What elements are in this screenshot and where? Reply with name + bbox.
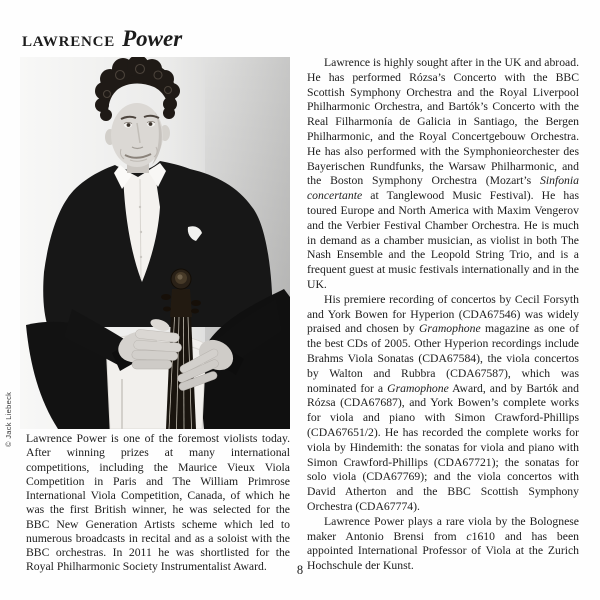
artist-first-name: LAWRENCE — [22, 34, 116, 50]
portrait-illustration — [20, 57, 290, 429]
portrait-photo — [20, 57, 290, 429]
bio-paragraph-3: Lawrence Power plays a rare viola by the Bolognese maker Antonio Brensi from c1610 and has been appointed International Professor of Viola at the Zurich Hochschule der Kunst. — [307, 514, 579, 573]
photo-credit: © Jack Liebeck — [4, 391, 13, 447]
bio-paragraph-2: His premiere recording of concertos by Cecil Forsyth and York Bowen for Hyperion (CDA67546) was widely praised and chosen by Gramophone magazine as one of the best CDs of 2005. Other Hyperion recordings include Brahms Viola Sonatas (CDA67584), the viola concertos by Walton and Rubbra (CDA67587), which was nominated for a Gramophone Award, and by Bartók and Rózsa (CDA67687), and York Bowen’s complete works for viola and piano with Simon Crawford-Phillips (CDA67651/2). He has recorded the complete works for viola by Hindemith: the sonatas for viola and piano with Simon Crawford-Phillips (CDA67721); the sonatas for solo viola (CDA67769); and the viola concertos with David Atherton and the BBC Scottish Symphony Orchestra (CDA67774). — [307, 292, 579, 513]
page-number: 8 — [296, 563, 304, 577]
photo-caption: Lawrence Power is one of the foremost violists today. After winning prizes at many international competitions, including the Maurice Vieux Viola Competition in Paris and The William Primrose International Viola Competition, Canada, of which he was the first British winner, he was selected for the BBC New Generation Artists scheme which led to numerous broadcasts in recital and as a soloist with the BBC orchestras. In 2011 he was shortlisted for the Royal Philharmonic Society Instrumentalist Award. — [26, 432, 290, 574]
page-title — [22, 26, 182, 52]
biography-column — [307, 56, 579, 574]
bio-paragraph-1: Lawrence is highly sought after in the UK and abroad. He has performed Rózsa’s Concerto with the BBC Scottish Symphony Orchestra and the Royal Liverpool Philharmonic Orchestra, and Bartók’s Concerto with the Real Filharmonía de Galicia in Santiago, the Bergen Philharmonic, and the Royal Concertgebouw Orchestra. He has also performed with the Symphonieorchester des Bayerischen Rundfunks, the Warsaw Philharmonic, and the Boston Symphony Orchestra (Mozart’s Sinfonia concertante at Tanglewood Music Festival). He has toured Europe and North America with Maxim Vengerov and the Verbier Festival Chamber Orchestra. He is much in demand as a chamber musician, as violist in both The Nash Ensemble and the Leopold String Trio, and is a frequent guest at music festivals internationally and in the UK. — [307, 56, 579, 291]
artist-last-name: Power — [122, 26, 183, 51]
